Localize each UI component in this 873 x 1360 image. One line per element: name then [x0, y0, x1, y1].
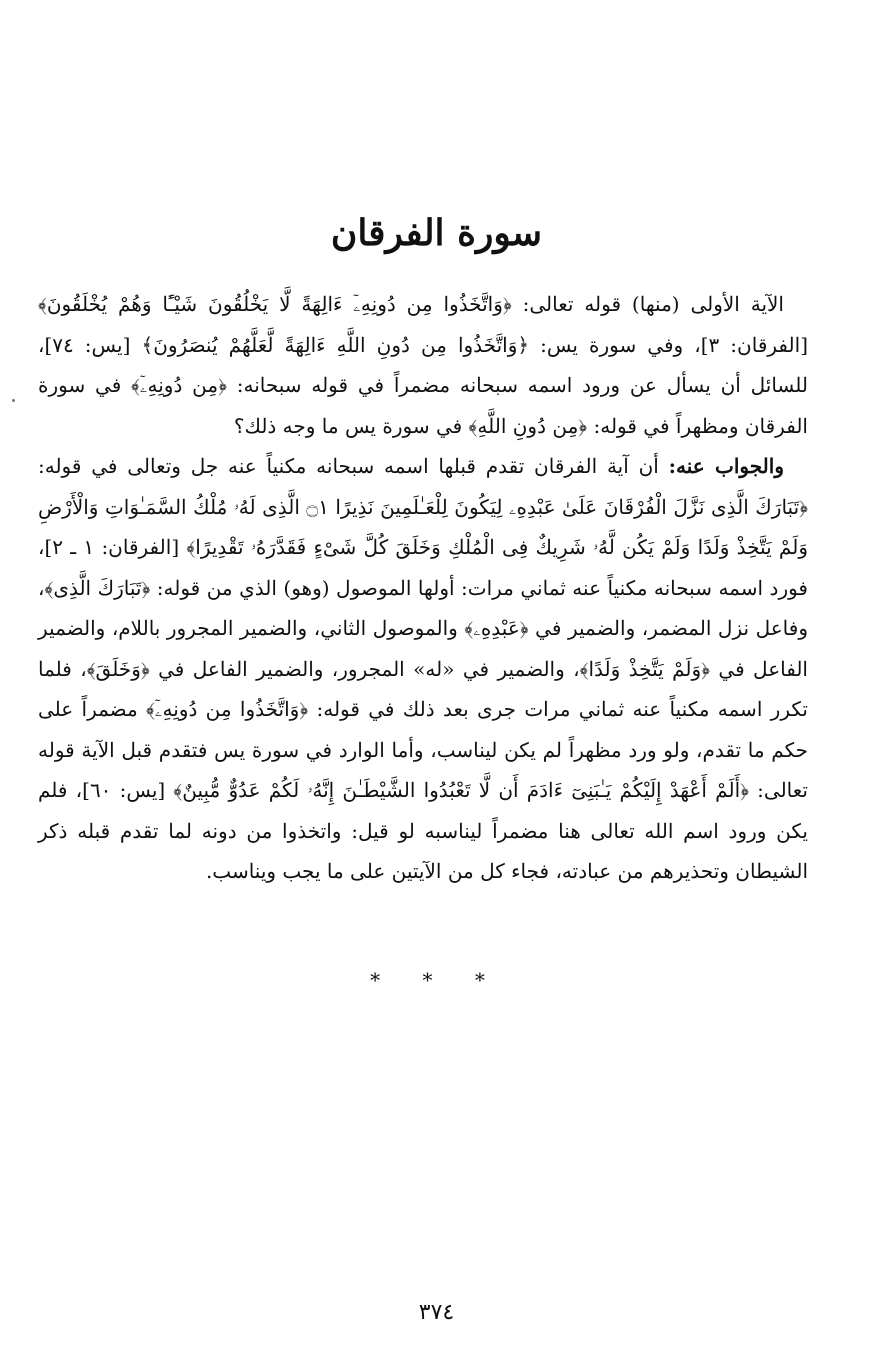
scan-dot: [12, 399, 15, 402]
body-text: [38, 284, 808, 892]
question-paragraph: الآية الأولى (منها) قوله تعالى: ﴿وَاتَّخَذُوا مِن دُونِهِۦٓ ءَالِهَةً لَّا يَخْلُقُونَ شَيْـًٔا وَهُمْ يُخْلَقُونَ﴾ [الفرقان: ٣]، وفي سورة يس: ﴿وَاتَّخَذُوا مِن دُونِ اللَّهِ ءَالِهَةً لَّعَلَّهُمْ يُنصَرُونَ﴾ [يس: ٧٤]، للسائل أن يسأل عن ورود اسمه سبحانه مضمراً في قوله سبحانه: ﴿مِن دُونِهِۦٓ﴾ في سورة الفرقان ومظهراً في قوله: ﴿مِن دُونِ اللَّهِ﴾ في سورة يس ما وجه ذلك؟: [38, 292, 808, 438]
answer-lead: والجواب عنه:: [668, 454, 784, 478]
answer-paragraph: [38, 446, 808, 892]
answer-body: أن آية الفرقان تقدم قبلها اسمه سبحانه مكنياً عنه جل وتعالى في قوله: ﴿تَبَارَكَ الَّذِى نَزَّلَ الْفُرْقَانَ عَلَىٰ عَبْدِهِۦ لِيَكُونَ لِلْعَـٰلَمِينَ نَذِيرًا ۝١ الَّذِى لَهُۥ مُلْكُ السَّمَـٰوَاتِ وَالْأَرْضِ وَلَمْ يَتَّخِذْ وَلَدًا وَلَمْ يَكُن لَّهُۥ شَرِيكٌ فِى الْمُلْكِ وَخَلَقَ كُلَّ شَىْءٍ فَقَدَّرَهُۥ تَقْدِيرًا﴾ [الفرقان: ١ ـ ٢]، فورد اسمه سبحانه مكنياً عنه ثماني مرات: أولها الموصول (وهو) الذي من قوله: ﴿تَبَارَكَ الَّذِى﴾، وفاعل نزل المضمر، والضمير في ﴿عَبْدِهِۦ﴾ والموصول الثاني، والضمير المجرور باللام، والضمير الفاعل في ﴿وَلَمْ يَتَّخِذْ وَلَدًا﴾، والضمير في «له» المجرور، والضمير الفاعل في ﴿وَخَلَقَ﴾، فلما تكرر اسمه مكنياً عنه ثماني مرات جرى بعد ذلك في قوله: ﴿وَاتَّخَذُوا مِن دُونِهِۦٓ﴾ مضمراً على حكم ما تقدم، ولو ورد مظهراً لم يكن ليناسب، وأما الوارد في سورة يس فتقدم قبل الآية قوله تعالى: ﴿أَلَمْ أَعْهَدْ إِلَيْكُمْ يَـٰبَنِىٓ ءَادَمَ أَن لَّا تَعْبُدُوا الشَّيْطَـٰنَ إِنَّهُۥ لَكُمْ عَدُوٌّ مُّبِينٌ﴾ [يس: ٦٠]، فلم يكن ورود اسم الله تعالى هنا مضمراً ليناسبه لو قيل: واتخذوا من دونه لما تقدم قبله ذكر الشيطان وتحذيرهم من عبادته، فجاء كل من الآيتين على ما يجب ويناسب.: [38, 454, 808, 883]
section-separator: * * *: [370, 968, 503, 992]
page-number: ٣٧٤: [418, 1300, 455, 1325]
page-title: سورة الفرقان: [330, 212, 543, 254]
